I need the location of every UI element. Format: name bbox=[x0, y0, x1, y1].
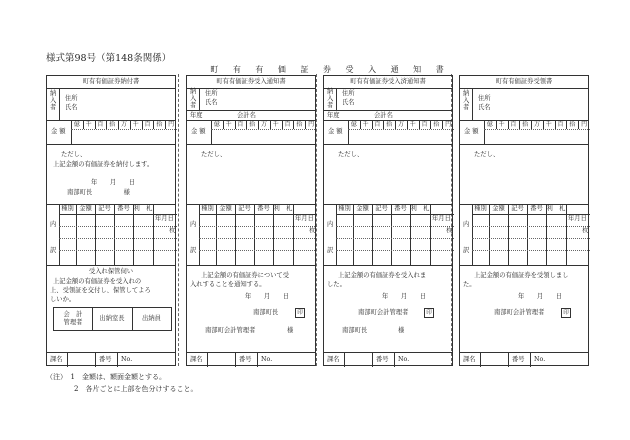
breakdown-label: 訳 bbox=[190, 247, 197, 254]
digit-unit-label: 拾 bbox=[296, 121, 303, 128]
digit-unit-label: 百 bbox=[144, 121, 151, 128]
table-header: 種別 bbox=[201, 205, 214, 212]
digit-unit-label: 百 bbox=[284, 121, 291, 128]
amount-digit-grid bbox=[348, 120, 454, 144]
breakdown-label: 内 bbox=[50, 221, 57, 228]
digit-unit-label: 円 bbox=[308, 121, 315, 128]
digit-unit-label: 拾 bbox=[386, 121, 393, 128]
recipient-label: 納入者 bbox=[50, 90, 57, 112]
approval-box bbox=[53, 307, 172, 331]
digit-unit-label: 拾 bbox=[522, 121, 529, 128]
name-label: 氏名 bbox=[478, 104, 491, 111]
digit-unit-label: 百 bbox=[421, 121, 428, 128]
storage-request-text: 上記金額の有価証券を受入れの bbox=[53, 278, 142, 285]
table-header: 利 札 bbox=[546, 205, 566, 212]
honorific: 様 bbox=[287, 327, 294, 334]
count-label: 枚 bbox=[446, 227, 453, 234]
coupon-date-label: 年月日 bbox=[568, 215, 587, 222]
notice-text: 上記金額の有価証券について受 bbox=[201, 272, 290, 279]
panel-footer bbox=[460, 352, 590, 367]
digit-unit-label: 万 bbox=[397, 121, 404, 128]
footer-no-label: No. bbox=[261, 356, 273, 363]
storage-request-text: 上、受領証を交付し、保管してよろ bbox=[50, 287, 151, 294]
table-header: 番号 bbox=[530, 205, 543, 212]
table-header: 金額 bbox=[219, 205, 232, 212]
panel-receipt bbox=[459, 75, 589, 366]
breakdown-label: 訳 bbox=[463, 247, 470, 254]
digit-unit-label: 千 bbox=[409, 121, 416, 128]
count-label: 枚 bbox=[169, 227, 176, 234]
digit-unit-label: 百 bbox=[97, 121, 104, 128]
panel-footer bbox=[187, 352, 317, 367]
table-header: 金額 bbox=[356, 205, 369, 212]
count-label: 枚 bbox=[309, 227, 316, 234]
approval-box-clerk: 出納員 bbox=[142, 315, 161, 322]
table-header: 金額 bbox=[79, 205, 92, 212]
breakdown-label: 内 bbox=[327, 221, 334, 228]
receipt-text: た。 bbox=[463, 281, 476, 288]
digit-unit-label: 拾 bbox=[249, 121, 256, 128]
footer-subject-label: 課名 bbox=[50, 356, 63, 363]
digit-unit-label: 万 bbox=[120, 121, 127, 128]
digit-unit-label: 千 bbox=[85, 121, 92, 128]
breakdown-table bbox=[187, 204, 317, 265]
digit-unit-label: 億 bbox=[73, 121, 80, 128]
notice-text: した。 bbox=[327, 281, 346, 288]
digit-unit-label: 千 bbox=[225, 121, 232, 128]
digit-unit-label: 百 bbox=[237, 121, 244, 128]
digit-unit-label: 千 bbox=[498, 121, 505, 128]
digit-unit-label: 百 bbox=[374, 121, 381, 128]
panel-title: 町有有価証券受入済通知書 bbox=[350, 78, 426, 85]
digit-unit-label: 拾 bbox=[569, 121, 576, 128]
amount-label: 金 額 bbox=[191, 128, 206, 135]
table-header: 種別 bbox=[338, 205, 351, 212]
breakdown-table bbox=[460, 204, 590, 265]
signer-accountant: 南部町会計管理者 bbox=[205, 327, 256, 334]
footer-number-label: 番号 bbox=[99, 356, 112, 363]
footer-subject-label: 課名 bbox=[463, 356, 476, 363]
breakdown-label: 内 bbox=[190, 221, 197, 228]
panel-receipt-completed-notice bbox=[323, 75, 453, 366]
notice-text: 入れすることを通知する。 bbox=[190, 281, 266, 288]
amount-label: 金 額 bbox=[51, 128, 66, 135]
table-header: 記号 bbox=[238, 205, 251, 212]
fiscal-year-label: 年度 bbox=[327, 112, 340, 119]
table-header: 種別 bbox=[61, 205, 74, 212]
form-number: 様式第98号（第148条関係） bbox=[46, 53, 172, 64]
breakdown-table bbox=[324, 204, 454, 265]
footer-no-label: No. bbox=[121, 356, 133, 363]
panel-footer bbox=[324, 352, 454, 367]
recipient-label: 納入者 bbox=[190, 88, 197, 109]
proviso-text: ただし、 bbox=[61, 151, 87, 158]
amount-digit-grid bbox=[211, 120, 317, 144]
table-header: 番号 bbox=[257, 205, 270, 212]
account-name-label: 会計名 bbox=[237, 112, 256, 119]
table-header: 記号 bbox=[375, 205, 388, 212]
proviso-text: ただし、 bbox=[474, 151, 500, 158]
name-label: 氏名 bbox=[65, 104, 78, 111]
coupon-date-label: 年月日 bbox=[295, 215, 314, 222]
date-label: 年 月 日 bbox=[91, 179, 136, 186]
digit-unit-label: 円 bbox=[445, 121, 452, 128]
breakdown-table bbox=[47, 204, 177, 265]
name-label: 氏名 bbox=[342, 99, 355, 106]
table-header: 利 札 bbox=[133, 205, 153, 212]
panel-receipt-notice bbox=[186, 75, 316, 366]
breakdown-label: 内 bbox=[463, 221, 470, 228]
signer-mayor: 南部町長 bbox=[253, 309, 279, 316]
digit-unit-label: 百 bbox=[557, 121, 564, 128]
amount-digit-grid bbox=[484, 120, 590, 144]
address-label: 住所 bbox=[205, 90, 218, 97]
note-1: （注） 1 金額は、額面金額とする。 bbox=[46, 373, 166, 381]
coupon-date-label: 年月日 bbox=[155, 215, 174, 222]
footer-subject-label: 課名 bbox=[190, 356, 203, 363]
recipient-label: 納入者 bbox=[327, 88, 334, 109]
digit-unit-label: 億 bbox=[350, 121, 357, 128]
addressee-text: 南部町長 様 bbox=[67, 189, 130, 196]
notice-text: 上記金額の有価証券を受入れま bbox=[338, 272, 427, 279]
address-label: 住所 bbox=[65, 95, 78, 102]
breakdown-label: 訳 bbox=[327, 247, 334, 254]
footer-number-label: 番号 bbox=[239, 356, 252, 363]
footer-number-label: 番号 bbox=[512, 356, 525, 363]
address-label: 住所 bbox=[478, 95, 491, 102]
perforation-line bbox=[178, 74, 179, 366]
digit-unit-label: 百 bbox=[510, 121, 517, 128]
digit-unit-label: 億 bbox=[213, 121, 220, 128]
signer-mayor: 南部町長 bbox=[342, 327, 368, 334]
signer-accountant: 南部町会計管理者 bbox=[494, 309, 545, 316]
digit-unit-label: 拾 bbox=[433, 121, 440, 128]
digit-unit-label: 千 bbox=[545, 121, 552, 128]
digit-unit-label: 万 bbox=[260, 121, 267, 128]
footer-subject-label: 課名 bbox=[327, 356, 340, 363]
digit-unit-label: 円 bbox=[168, 121, 175, 128]
date-label: 年 月 日 bbox=[518, 293, 563, 300]
name-label: 氏名 bbox=[205, 99, 218, 106]
digit-unit-label: 拾 bbox=[109, 121, 116, 128]
seal-mark: 印 bbox=[295, 308, 305, 318]
digit-unit-label: 拾 bbox=[156, 121, 163, 128]
table-header: 記号 bbox=[511, 205, 524, 212]
proviso-text: ただし、 bbox=[201, 151, 227, 158]
amount-label: 金 額 bbox=[328, 128, 343, 135]
digit-unit-label: 千 bbox=[272, 121, 279, 128]
panel-title: 町有有価証券受領書 bbox=[495, 78, 553, 85]
main-title: 町 有 有 価 証 券 受 入 通 知 書 bbox=[210, 65, 450, 74]
digit-unit-label: 千 bbox=[132, 121, 139, 128]
declaration-text: 上記金額の有価証券を納付します。 bbox=[53, 161, 154, 168]
address-label: 住所 bbox=[342, 90, 355, 97]
digit-unit-label: 千 bbox=[362, 121, 369, 128]
digit-unit-label: 億 bbox=[486, 121, 493, 128]
approval-box-accountant: 会 計 管理者 bbox=[63, 311, 83, 327]
date-label: 年 月 日 bbox=[382, 293, 427, 300]
footer-number-label: 番号 bbox=[376, 356, 389, 363]
proviso-text: ただし、 bbox=[338, 151, 364, 158]
count-label: 枚 bbox=[582, 227, 589, 234]
table-header: 番号 bbox=[117, 205, 130, 212]
seal-mark: 印 bbox=[424, 308, 434, 318]
breakdown-label: 訳 bbox=[50, 247, 57, 254]
panel-title: 町有有価証券受入通知書 bbox=[216, 78, 286, 85]
storage-request-text: しいか。 bbox=[50, 296, 76, 303]
amount-label: 金 額 bbox=[464, 128, 479, 135]
panel-footer bbox=[47, 352, 177, 367]
panel-title: 町有有価証券納付書 bbox=[82, 78, 140, 85]
footer-no-label: No. bbox=[398, 356, 410, 363]
table-header: 記号 bbox=[98, 205, 111, 212]
panel-payment-slip bbox=[46, 75, 176, 366]
storage-request-title: 受入れ保管伺い bbox=[88, 268, 134, 275]
receipt-text: 上記金額の有価証券を受領しまし bbox=[474, 272, 569, 279]
table-header: 番号 bbox=[394, 205, 407, 212]
recipient-label: 納入者 bbox=[463, 90, 470, 112]
table-header: 利 札 bbox=[273, 205, 293, 212]
approval-box-director: 出納室長 bbox=[99, 315, 125, 322]
seal-mark: 印 bbox=[561, 308, 571, 318]
signer-accountant: 南部町会計管理者 bbox=[358, 309, 409, 316]
footer-no-label: No. bbox=[534, 356, 546, 363]
amount-digit-grid bbox=[71, 120, 177, 144]
fiscal-year-label: 年度 bbox=[190, 112, 203, 119]
account-name-label: 会計名 bbox=[374, 112, 393, 119]
honorific: 様 bbox=[398, 327, 405, 334]
note-2: 2 各片ごとに上部を色分けすること。 bbox=[46, 385, 198, 393]
date-label: 年 月 日 bbox=[245, 293, 290, 300]
digit-unit-label: 円 bbox=[581, 121, 588, 128]
coupon-date-label: 年月日 bbox=[432, 215, 451, 222]
table-header: 利 札 bbox=[410, 205, 430, 212]
digit-unit-label: 万 bbox=[533, 121, 540, 128]
table-header: 金額 bbox=[492, 205, 505, 212]
table-header: 種別 bbox=[474, 205, 487, 212]
